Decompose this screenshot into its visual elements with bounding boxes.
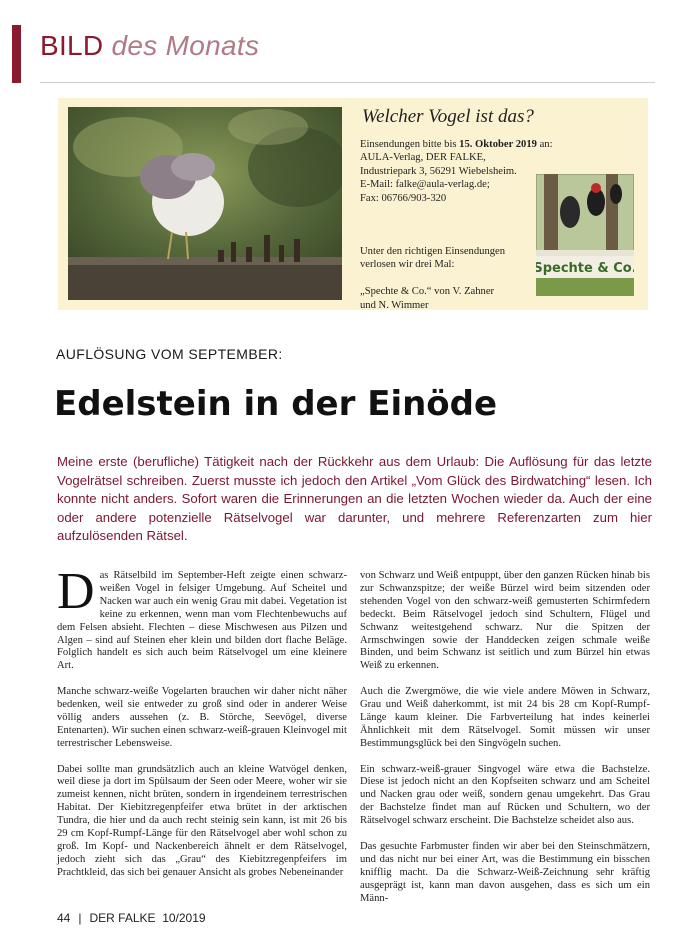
magazine-name: DER FALKE (89, 911, 156, 925)
quiz-title: Welcher Vogel ist das? (362, 106, 534, 127)
issue-number: 10/2019 (162, 911, 206, 925)
book-cover (536, 174, 634, 296)
article-paragraph (57, 563, 347, 673)
page-number: 44 (57, 911, 71, 925)
quiz-line: AULA-Verlag, DER FALKE, (360, 152, 486, 164)
article-paragraph: Auch die Zwergmöwe, die wie viele andere Möwen in Schwarz, Grau und Weiß daherkommt, ist mit 24 bis 28 cm Kopf-Rumpf-Länge kaum kleiner. Die Farbverteilung hat indes keinerlei Ähnlichkeit mit dem Rätselvogel. Somit müssen wir unser Bestimmungsglück bei den Singvögeln suchen. (360, 686, 650, 749)
quiz-line: Einsendungen bitte bis 15. Oktober 2019 an: (360, 139, 553, 150)
paragraph-text: as Rätselbild im September-Heft zeigte einen schwarz-weißen Vogel in felsiger Umgebung. Auf Scheitel und Nacken war auch ein wenig Grau mit dabei. Vegetation ist keine zu erkennen, wenn man vom Flechtenbewuchs auf dem Felsen absieht. Flechten – diese Mischwesen aus Pilzen und Algen – sind auf Steinen eher klein und bilden dort flache Beläge. Folglich handelt es sich auch beim Rätselvogel um eine kleinere Art. (57, 570, 347, 672)
quiz-prize-line: verlosen wir drei Mal: (360, 259, 455, 271)
bird-photo-illustration (68, 107, 342, 300)
article-headline: Edelstein in der Einöde (54, 384, 498, 424)
section-title (40, 30, 259, 62)
section-title-main: BILD (40, 30, 104, 61)
quiz-prize-line (360, 272, 560, 285)
article-kicker: AUFLÖSUNG VOM SEPTEMBER: (56, 346, 283, 362)
quiz-prize-info (360, 245, 560, 312)
article-column-left (57, 563, 347, 893)
article-paragraph: Manche schwarz-weiße Vogelarten brauchen wir daher nicht näher bedenken, weil sie entweder zu groß sind oder in anderer Weise völlig anders aussehen (z. B. Störche, Seevögel, diverse Entenarten). Wir suchen einen schwarz-weiß-grauen Kleinvogel mit terrestrischer Lebensweise. (57, 686, 347, 749)
quiz-line: Fax: 06766/903-320 (360, 192, 447, 204)
section-accent-bar (12, 25, 21, 83)
section-title-italic: des Monats (111, 30, 260, 61)
page-footer (57, 911, 206, 925)
article-column-right (360, 570, 650, 918)
article-paragraph: von Schwarz und Weiß entpuppt, über den ganzen Rücken hinab bis zur Schwanzspitze; der weiße Bürzel wird beim sitzenden oder stehenden Vogel von den schwarz-weiß gemusterten Schirmfedern bedeckt. Beim Rätselvogel jedoch sind Schultern, Flügel und Schwanz weitestgehend schwarz. Nur die Spitzen der Armschwingen sowie der Handdecken zeigen schmale weiße Binden, und beim Schwanz ist seitlich und zum Bürzel hin etwas Weiß zu erkennen. (360, 570, 650, 672)
book-cover-illustration (536, 174, 634, 296)
article-lead: Meine erste (berufliche) Tätigkeit nach der Rückkehr aus dem Urlaub: Die Auflösung für das letzte Vogelrätsel schreiben. Zuerst musste ich jedoch den Artikel „Vom Glück des Birdwatching“ lesen. Ich konnte nicht anders. Sofort waren die Erinnerungen an die letzten Wochen wieder da. Auch der eine oder andere potenzielle Rätselvogel war darunter, und mehrere Referenzarten zum hier aufzulösenden Rätsel. (57, 454, 652, 544)
article-paragraph: Ein schwarz-weiß-grauer Singvogel wäre etwa die Bachstelze. Diese ist jedoch nicht an den Kopfseiten schwarz und am Scheitel und Nacken grau oder weiß, sondern genau umgekehrt. Das Grau der Bachstelze findet man auf Rücken und Schultern, wo der Rätselvogel schwarz erscheint. Die Bachstelze scheidet also aus. (360, 763, 650, 827)
quiz-line[interactable]: E-Mail: falke@aula-verlag.de; (360, 179, 490, 191)
drop-cap: D (57, 563, 95, 620)
header-divider (40, 82, 655, 83)
quiz-prize-line: Unter den richtigen Einsendungen (360, 246, 506, 257)
quiz-bird-photo (68, 107, 342, 300)
quiz-prize-line: und N. Wimmer (360, 299, 429, 311)
footer-separator: | (78, 911, 82, 925)
quiz-box (58, 98, 648, 310)
quiz-line: Industriepark 3, 56291 Wiebelsheim. (360, 165, 517, 177)
book-title: Spechte & Co. (536, 261, 634, 276)
quiz-prize-line: „Spechte & Co.“ von V. Zahner (360, 286, 495, 298)
article-paragraph: Dabei sollte man grundsätzlich auch an kleine Watvögel denken, weil diese ja dort im Spülsaum der Seen oder Meere, woher wir sie zumeist kennen, nicht brüten, sondern in irgendeinem terrestrischen Habitat. Der Kiebitzregenpfeifer etwa brütet in der arktischen Tundra, die hier und da auch recht steinig sein kann, ist mit 26 bis 29 cm Kopf-Rumpf-Länge für den Rätselvogel aber wohl schon zu groß. Im Kopf- und Nackenbereich ähnelt er dem Rätselvogel, jedoch zieht sich das „Grau“ des Kiebitzregenpfeifers im Prachtkleid, das sich bei genauer Ansicht als grobes Nebeneinander (57, 763, 347, 878)
quiz-submission-info (360, 138, 565, 205)
article-paragraph: Das gesuchte Farbmuster finden wir aber bei den Steinschmätzern, und das nicht nur bei einer Art, was die Bestimmung ein bisschen knifflig macht. Da die Schwarz-Weiß-Zeichnung sehr kräftig ausgeprägt ist, kann man davon ausgehen, dass es sich um ein Männ- (360, 840, 650, 904)
